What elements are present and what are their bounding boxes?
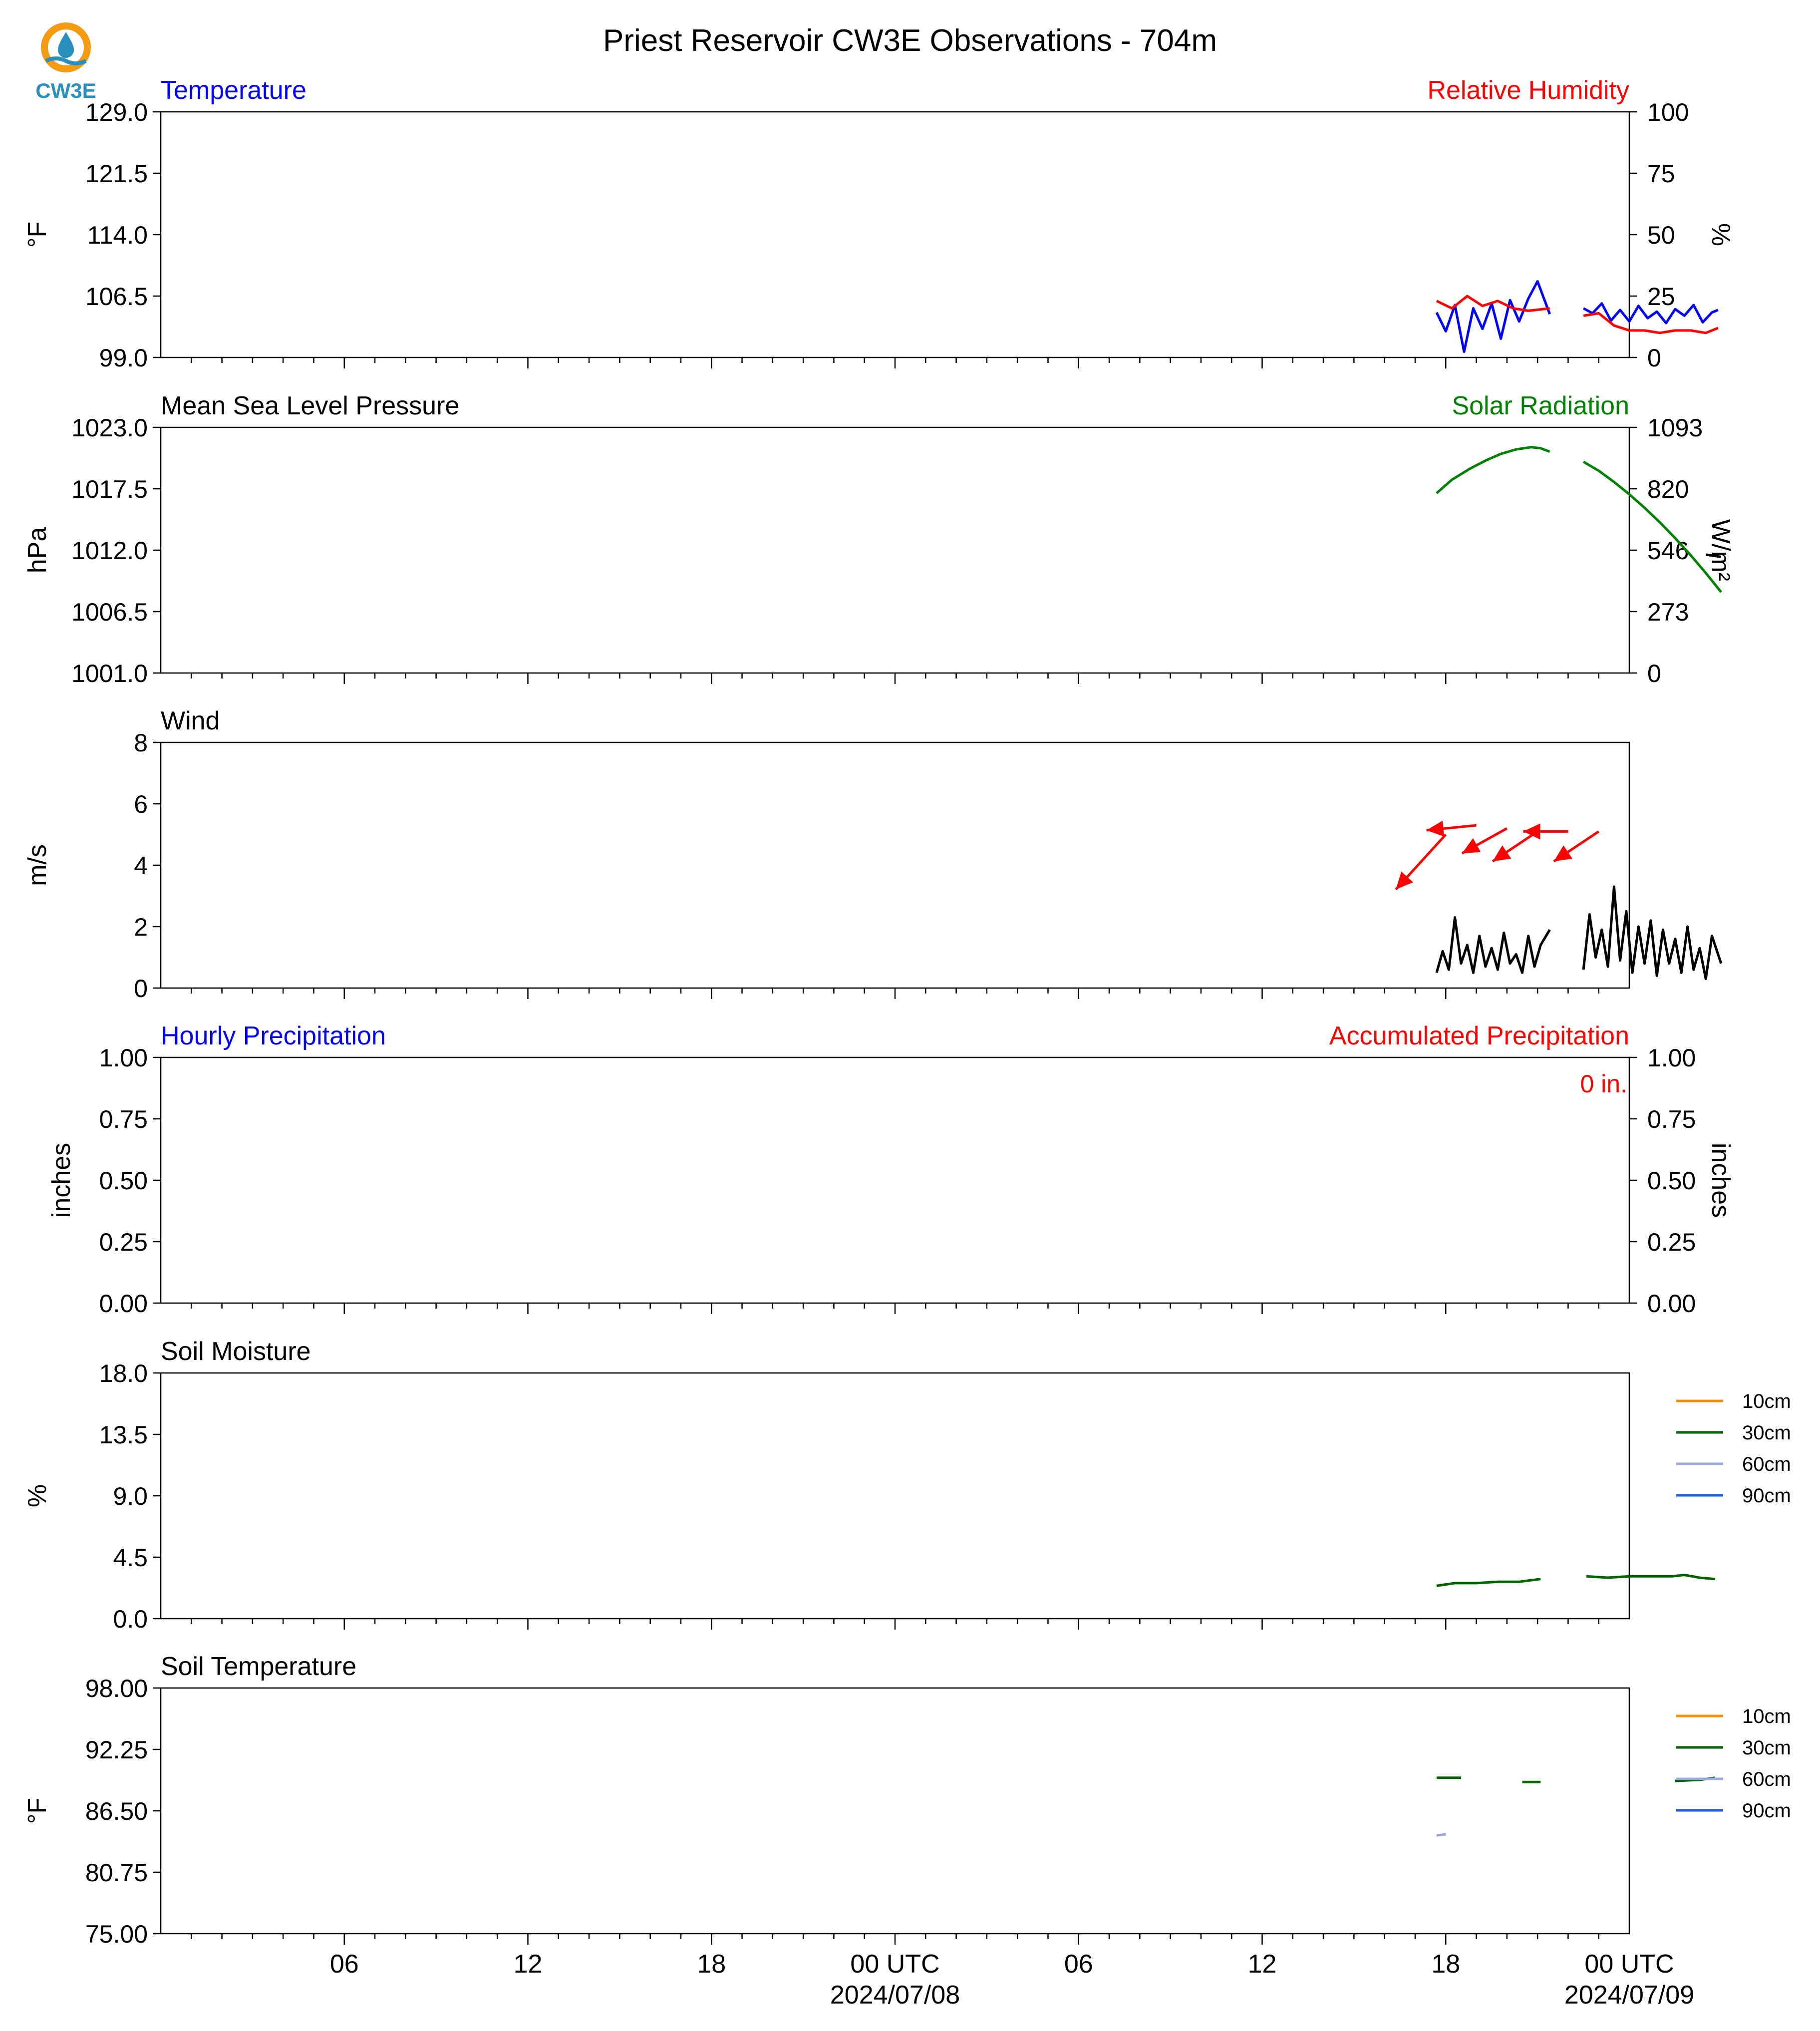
legend-label: 60cm [1742,1453,1791,1475]
y-right-axis-label: W/m² [1706,519,1735,582]
legend-label: 90cm [1742,1800,1791,1822]
y-axis-label: hPa [23,527,52,574]
y-right-tick-label: 1093 [1647,414,1703,442]
panel-title: Soil Moisture [161,1337,311,1366]
panel-temperature-rh [23,76,1735,372]
chart-title: Priest Reservoir CW3E Observations - 704m [603,23,1217,58]
y-tick-label: 1001.0 [71,660,148,687]
y-right-tick-label: 50 [1647,221,1675,249]
y-tick-label: 92.25 [85,1736,148,1764]
x-tick-date-label: 2024/07/08 [830,1981,960,2010]
y-tick-label: 75.00 [85,1920,148,1948]
plot-frame [161,427,1629,673]
series-line-0 [1437,918,1550,973]
y-tick-label: 0 [134,975,148,1003]
y-right-tick-label: 0.75 [1647,1105,1696,1133]
y-right-tick-label: 0.00 [1647,1290,1696,1318]
wind-arrowhead [1493,845,1511,861]
y-right-tick-label: 820 [1647,475,1689,503]
y-tick-label: 98.00 [85,1675,148,1702]
wind-arrowhead [1523,823,1540,839]
y-right-tick-label: 0.25 [1647,1228,1696,1256]
y-tick-label: 4 [134,852,148,880]
y-right-tick-label: 100 [1647,98,1689,126]
legend-label: 60cm [1742,1768,1791,1790]
panel-title: Temperature [161,76,306,105]
panel-soil-moisture [23,1337,1791,1633]
x-tick-label: 00 UTC [1584,1950,1674,1979]
plot-frame [161,112,1629,357]
plot-frame [161,742,1629,988]
legend-label: 10cm [1742,1705,1791,1727]
y-right-tick-label: 1.00 [1647,1044,1696,1072]
y-right-tick-label: 0 [1647,660,1661,687]
accumulated-precip-annotation: 0 in. [1580,1070,1627,1098]
y-axis-label: % [23,1484,52,1508]
panel-title: Wind [161,706,220,735]
plot-frame [161,1373,1629,1619]
panel-title: Soil Temperature [161,1652,357,1681]
x-tick-label: 00 UTC [850,1950,940,1979]
x-tick-label: 12 [1247,1950,1277,1979]
y-tick-label: 1012.0 [71,537,148,565]
legend [1676,1705,1791,1822]
y-right-axis-label: % [1706,223,1735,247]
y-tick-label: 6 [134,790,148,818]
y-right-tick-label: 273 [1647,598,1689,626]
y-right-axis-label: inches [1706,1142,1735,1218]
y-right-tick-label: 0.50 [1647,1167,1696,1195]
y-tick-label: 80.75 [85,1859,148,1887]
y-tick-label: 4.5 [113,1544,148,1572]
y-tick-label: 9.0 [113,1482,148,1510]
panel-wind [23,706,1721,1003]
cw3e-logo [35,22,96,102]
y-tick-label: 8 [134,729,148,757]
series-line-0 [1437,1579,1540,1586]
y-tick-label: 1017.5 [71,475,148,503]
panel-right-title: Solar Radiation [1452,391,1629,420]
y-tick-label: 0.0 [113,1605,148,1633]
x-tick-label: 18 [697,1950,726,1979]
y-right-tick-label: 0 [1647,344,1661,372]
plot-frame [161,1688,1629,1934]
y-axis-label: °F [23,221,52,248]
y-tick-label: 114.0 [87,221,148,249]
y-axis-label: m/s [23,844,52,886]
y-tick-label: 0.25 [99,1228,148,1256]
series-line-0 [1586,1575,1715,1579]
y-tick-label: 106.5 [85,283,148,311]
y-tick-label: 86.50 [85,1797,148,1825]
y-tick-label: 129.0 [85,98,148,126]
y-tick-label: 121.5 [85,160,148,188]
legend-label: 10cm [1742,1390,1791,1412]
y-tick-label: 2 [134,913,148,941]
wind-arrowhead [1427,821,1444,837]
x-tick-label: 12 [513,1950,543,1979]
x-axis [330,1950,1694,2010]
x-tick-label: 06 [1064,1950,1093,1979]
legend [1676,1390,1791,1507]
y-tick-label: 0.50 [99,1167,148,1195]
y-tick-label: 1023.0 [71,414,148,442]
logo-text: CW3E [35,79,96,102]
series-line-0 [1437,282,1550,352]
panel-title: Hourly Precipitation [161,1021,386,1050]
y-right-tick-label: 75 [1647,160,1675,188]
y-tick-label: 0.00 [99,1290,148,1318]
legend-label: 30cm [1742,1422,1791,1444]
panel-right-title: Accumulated Precipitation [1329,1021,1629,1050]
x-tick-label: 06 [329,1950,359,1979]
y-axis-label: °F [23,1797,52,1824]
y-tick-label: 99.0 [99,344,148,372]
x-tick-date-label: 2024/07/09 [1564,1981,1695,2010]
panel-right-title: Relative Humidity [1427,76,1629,105]
y-tick-label: 0.75 [99,1105,148,1133]
legend-label: 30cm [1742,1737,1791,1759]
y-tick-label: 1.00 [99,1044,148,1072]
series-line-1 [1437,447,1550,493]
y-tick-label: 18.0 [99,1359,148,1387]
y-right-tick-label: 25 [1647,283,1675,311]
wind-arrowhead [1554,845,1572,861]
y-right-tick-label: 546 [1647,537,1689,565]
x-tick-label: 18 [1431,1950,1461,1979]
series-line-1 [1437,1834,1446,1835]
panel-pressure-solar [23,391,1735,687]
legend-label: 90cm [1742,1485,1791,1507]
y-tick-label: 1006.5 [71,598,148,626]
y-tick-label: 13.5 [99,1421,148,1449]
y-axis-label: inches [47,1142,76,1218]
panel-soil-temperature [23,1652,1791,1948]
series-line-0 [1583,887,1721,979]
plot-frame [161,1057,1629,1303]
panel-title: Mean Sea Level Pressure [161,391,460,420]
panel-precipitation [47,1021,1735,1318]
